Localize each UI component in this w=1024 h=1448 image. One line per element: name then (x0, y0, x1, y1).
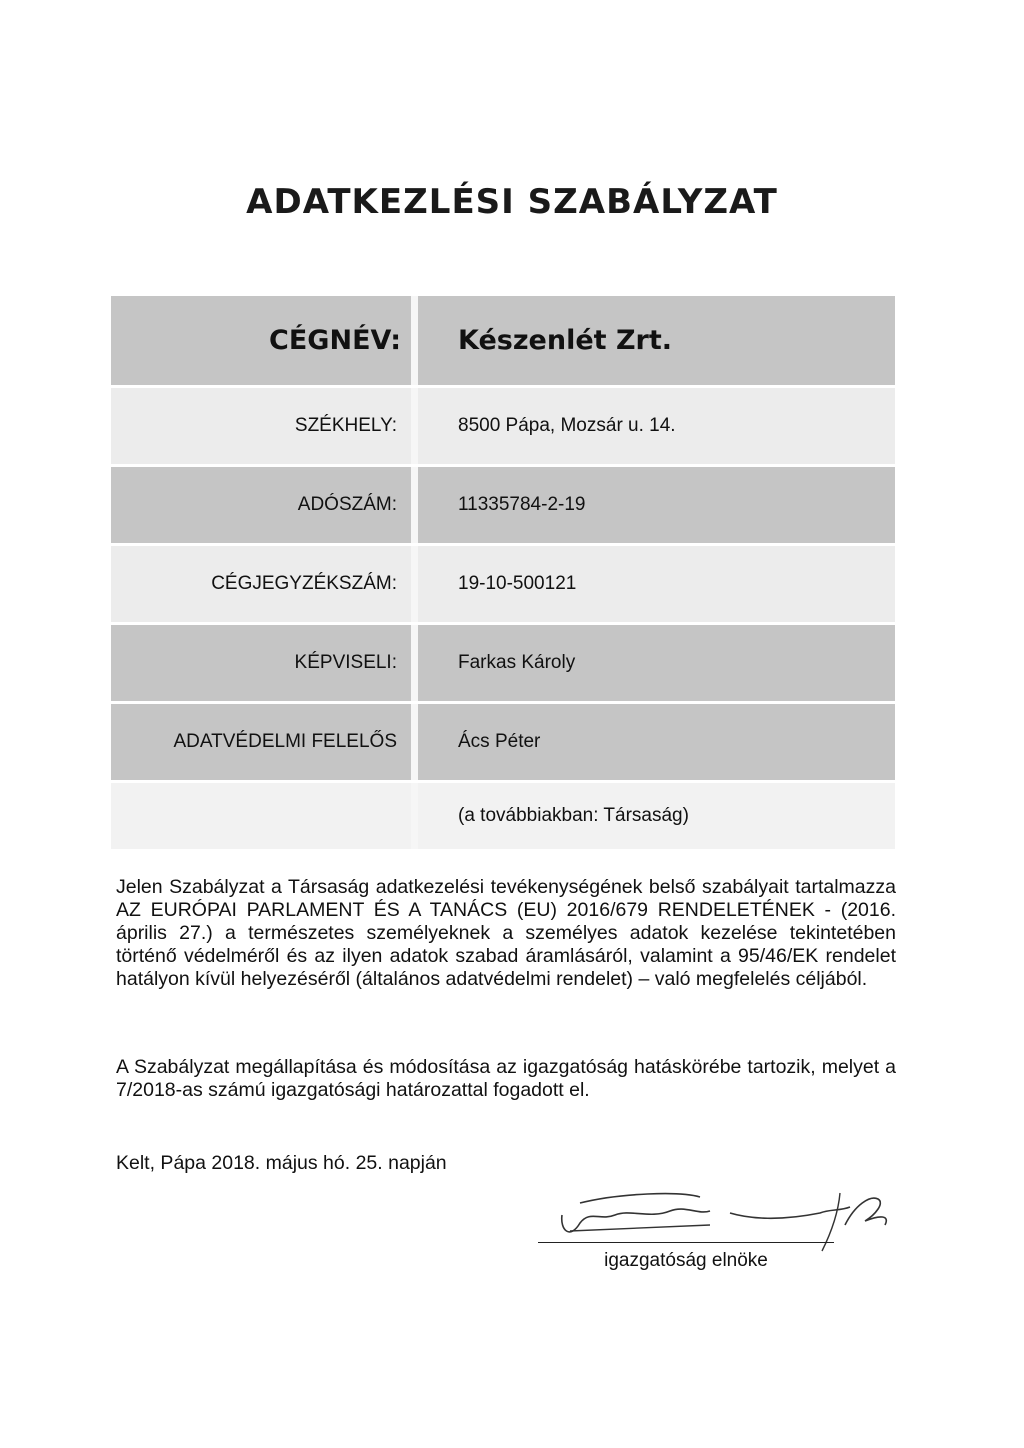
registration-number-value: 19-10-500121 (458, 573, 577, 594)
registration-number-label: CÉGJEGYZÉKSZÁM: (111, 546, 418, 622)
representative-label: KÉPVISELI: (111, 625, 418, 701)
headquarters-row (111, 388, 895, 467)
representative-row (111, 625, 895, 704)
data-protection-officer-row (111, 704, 895, 783)
hereinafter-label (111, 783, 418, 849)
tax-number-label: ADÓSZÁM: (111, 467, 418, 543)
headquarters-label: SZÉKHELY: (111, 388, 418, 464)
tax-number-value: 11335784-2-19 (458, 494, 586, 515)
hereinafter-value: (a továbbiakban: Társaság) (458, 805, 689, 826)
tax-number-row (111, 467, 895, 546)
signature-line (538, 1242, 834, 1243)
signature-caption: igazgatóság elnöke (604, 1250, 768, 1271)
regulation-scope-paragraph: Jelen Szabályzat a Társaság adatkezelési tevékenységének belső szabályait tartalmazza AZ EURÓPAI PARLAMENT ÉS A TANÁCS (EU) 2016/679 RENDELETÉNEK - (2016. április 27.) a természetes személyeknek a személyes adatok kezelése tekintetében történő védelméről és az ilyen adatok szabad áramlásáról, valamint a 95/46/EK rendelet hatályon kívül helyezéséről (általános adatvédelmi rendelet) – való megfelelés céljából. (116, 876, 896, 990)
company-name-row (111, 296, 895, 388)
representative-value: Farkas Károly (458, 652, 576, 673)
registration-number-row (111, 546, 895, 625)
regulation-adoption-paragraph: A Szabályzat megállapítása és módosítása az igazgatóság hatáskörébe tartozik, melyet a 7/2018-as számú igazgatósági határozattal fogadott el. (116, 1056, 896, 1101)
headquarters-value: 8500 Pápa, Mozsár u. 14. (458, 415, 676, 436)
data-protection-officer-label: ADATVÉDELMI FELELŐS (111, 704, 418, 780)
date-line: Kelt, Pápa 2018. május hó. 25. napján (116, 1152, 447, 1174)
company-info-table (111, 296, 895, 852)
signature-image (540, 1185, 900, 1255)
company-name-value: Készenlét Zrt. (458, 325, 673, 356)
document-title: ADATKEZLÉSI SZABÁLYZAT (246, 182, 778, 222)
hereinafter-row (111, 783, 895, 852)
company-name-label: CÉGNÉV: (111, 296, 418, 385)
data-protection-officer-value: Ács Péter (458, 731, 541, 752)
